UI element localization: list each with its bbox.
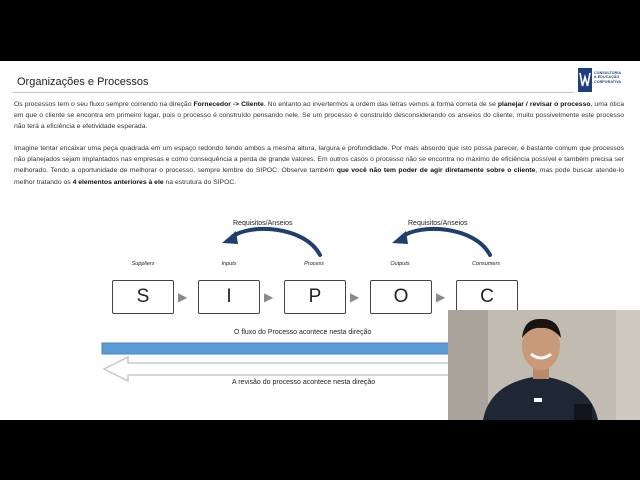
stage-label-suppliers: Suppliers — [131, 261, 155, 267]
text-span: Imagine tentar encaixar uma peça quadrada em um espaço redondo tendo ambos a mesma altura, largura e profundidade. Por mais absurdo que isto possa parecer, é bastante comum que processos não planejados sejam implantados nas empresas e como consequência a perda de grande valores. Em outros casos o processo não se encontra no máximo de eficiência possível e também precisa ser melhorado. Tendo a oportunidade de melhorar o processo, sempre lembre do SIPOC. Observe também — [14, 145, 624, 175]
arrow-right-icon: ▶ — [264, 290, 274, 304]
flow-label: O fluxo do Processo acontece nesta direção — [234, 329, 372, 336]
text-span: na estrutura do SIPOC. — [163, 178, 237, 186]
stage-label-outputs: Outputs — [390, 261, 410, 267]
slide-title: Organizações e Processos — [17, 76, 149, 88]
text-span: . No entanto ao invertermos a ordem das letras vemos a forma correta de se — [263, 101, 498, 108]
review-label: A revisão do processo acontece nesta direção — [232, 379, 376, 386]
stage-label-process: Process — [304, 261, 324, 267]
sipoc-box-p: P — [284, 280, 346, 314]
logo-line: CORPORATIVA — [594, 79, 622, 84]
logo-line: & EDUCAÇÃO — [594, 75, 620, 80]
sipoc-box-i: I — [198, 280, 260, 314]
text-span: , uma ótica em que o cliente se encontra em primeiro lugar, pois o processo é construído pensando nele. Se um processo é construído desconsiderando os anseios do cliente, muito possivelmente este processo não terá a eficiência e efetividade esperada. — [14, 101, 624, 131]
bold-span: Fornecedor -> Cliente — [193, 101, 264, 108]
feedback-label-left: Requisitos/Anseios — [233, 220, 293, 227]
stage-label-inputs: Inputs — [221, 261, 237, 267]
arrow-right-icon: ▶ — [436, 290, 446, 304]
arrow-right-icon: ▶ — [350, 290, 360, 304]
sipoc-box-o: O — [370, 280, 432, 314]
presentation-slide — [0, 61, 640, 420]
feedback-label-right: Requisitos/Anseios — [408, 220, 468, 227]
sipoc-box-c: C — [456, 280, 518, 314]
text-span: , mas pode buscar atende-lo melhor tratando os — [14, 167, 624, 186]
bold-span: planejar / revisar o processo — [497, 101, 591, 108]
bold-span: que você não tem poder de agir diretamente sobre o cliente — [336, 167, 536, 175]
bold-span: 4 elementos anteriores à ele — [72, 178, 164, 186]
sipoc-box-s: S — [112, 280, 174, 314]
text-span: Os processos tem o seu fluxo sempre correndo na direção — [14, 101, 194, 108]
presenter-webcam — [448, 310, 640, 420]
stage-label-consumers: Consumers — [471, 261, 501, 267]
logo-line: CONSULTORIA — [594, 71, 622, 75]
arrow-right-icon: ▶ — [178, 290, 188, 304]
presenter-video-icon — [448, 310, 640, 420]
